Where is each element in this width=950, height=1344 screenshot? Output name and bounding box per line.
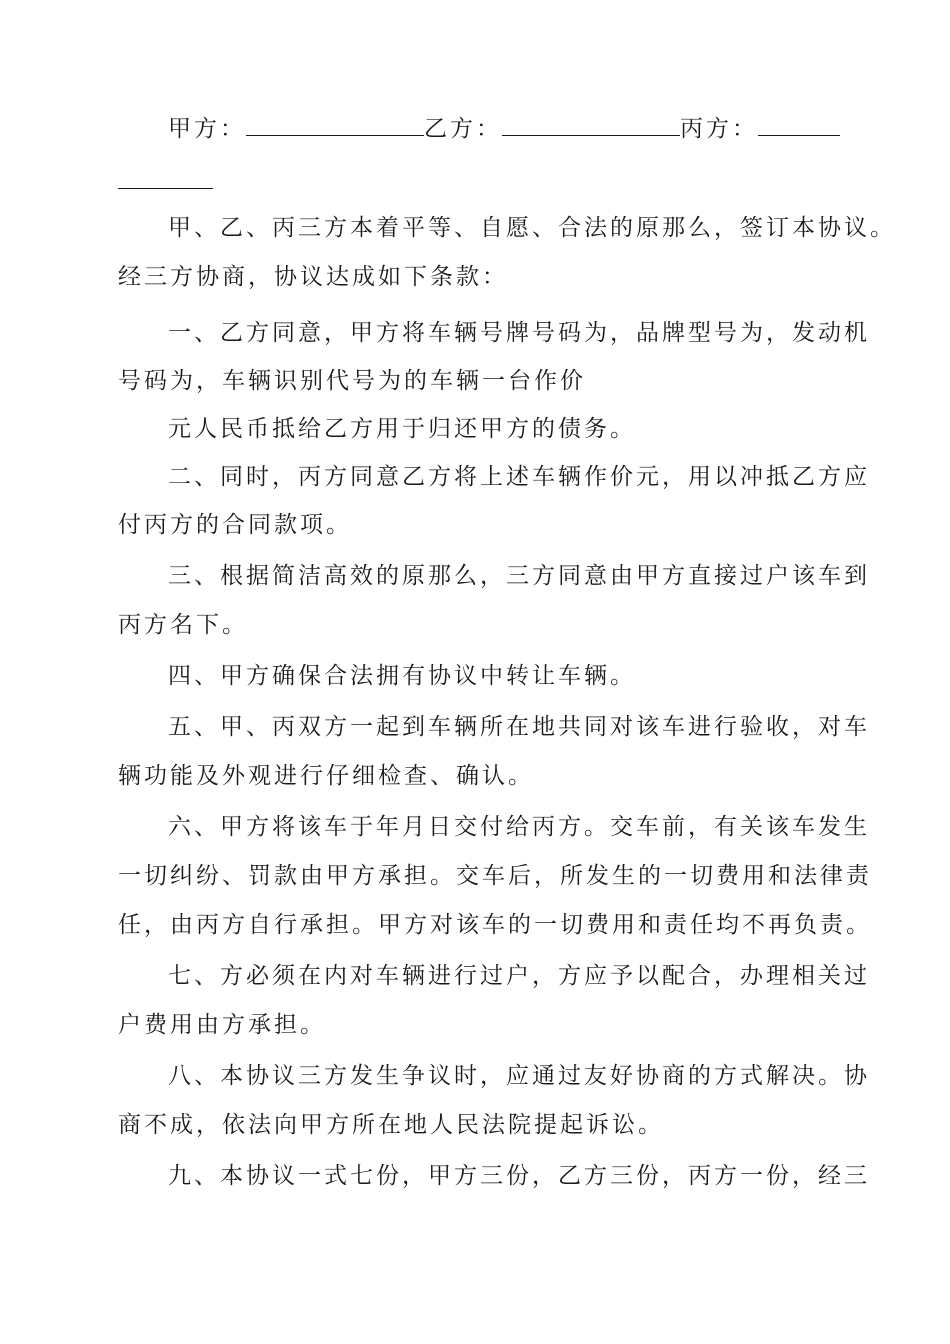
clause-1-line-3: 元人民币抵给乙方用于归还甲方的债务。 [168, 416, 636, 442]
clause-3-line-1: 三、根据简洁高效的原那么，三方同意由甲方直接过户该车到 [168, 563, 870, 589]
clause-7-line-1: 七、方必须在内对车辆进行过户，方应予以配合，办理相关过 [168, 963, 870, 989]
clause-1-line-1: 一、乙方同意，甲方将车辆号牌号码为，品牌型号为，发动机 [168, 320, 870, 346]
clause-7-line-2: 户费用由方承担。 [118, 1012, 326, 1038]
intro-line-1: 甲、乙、丙三方本着平等、自愿、合法的原那么，签订本协议。 [168, 215, 896, 241]
parties-line [168, 113, 840, 144]
clause-9-line-1: 九、本协议一式七份，甲方三份，乙方三份，丙方一份，经三 [168, 1163, 870, 1189]
party-yi-label: 乙方： [424, 116, 502, 142]
clause-3-line-2: 丙方名下。 [118, 612, 248, 638]
clause-6-line-2: 一切纠纷、罚款由甲方承担。交车后，所发生的一切费用和法律责 [118, 863, 872, 889]
party-yi-blank [502, 113, 680, 136]
clause-8-line-1: 八、本协议三方发生争议时，应通过友好协商的方式解决。协 [168, 1063, 870, 1089]
clause-5-line-2: 辆功能及外观进行仔细检查、确认。 [118, 763, 534, 789]
clause-1-line-2: 号码为，车辆识别代号为的车辆一台作价 [118, 368, 586, 394]
party-bing-blank-continued [118, 166, 213, 197]
clause-2-line-1: 二、同时，丙方同意乙方将上述车辆作价元，用以冲抵乙方应 [168, 464, 870, 490]
clause-6-line-3: 任，由丙方自行承担。甲方对该车的一切费用和责任均不再负责。 [118, 912, 872, 938]
party-jia-blank [246, 113, 424, 136]
clause-8-line-2: 商不成，依法向甲方所在地人民法院提起诉讼。 [118, 1112, 664, 1138]
clause-6-line-1: 六、甲方将该车于年月日交付给丙方。交车前，有关该车发生 [168, 814, 870, 840]
clause-5-line-1: 五、甲、丙双方一起到车辆所在地共同对该车进行验收，对车 [168, 714, 870, 740]
party-bing-blank [758, 113, 840, 136]
intro-line-2: 经三方协商，协议达成如下条款： [118, 264, 508, 290]
party-jia-label: 甲方： [168, 116, 246, 142]
clause-4-line-1: 四、甲方确保合法拥有协议中转让车辆。 [168, 663, 636, 689]
clause-2-line-2: 付丙方的合同款项。 [118, 512, 352, 538]
party-bing-label: 丙方： [680, 116, 758, 142]
